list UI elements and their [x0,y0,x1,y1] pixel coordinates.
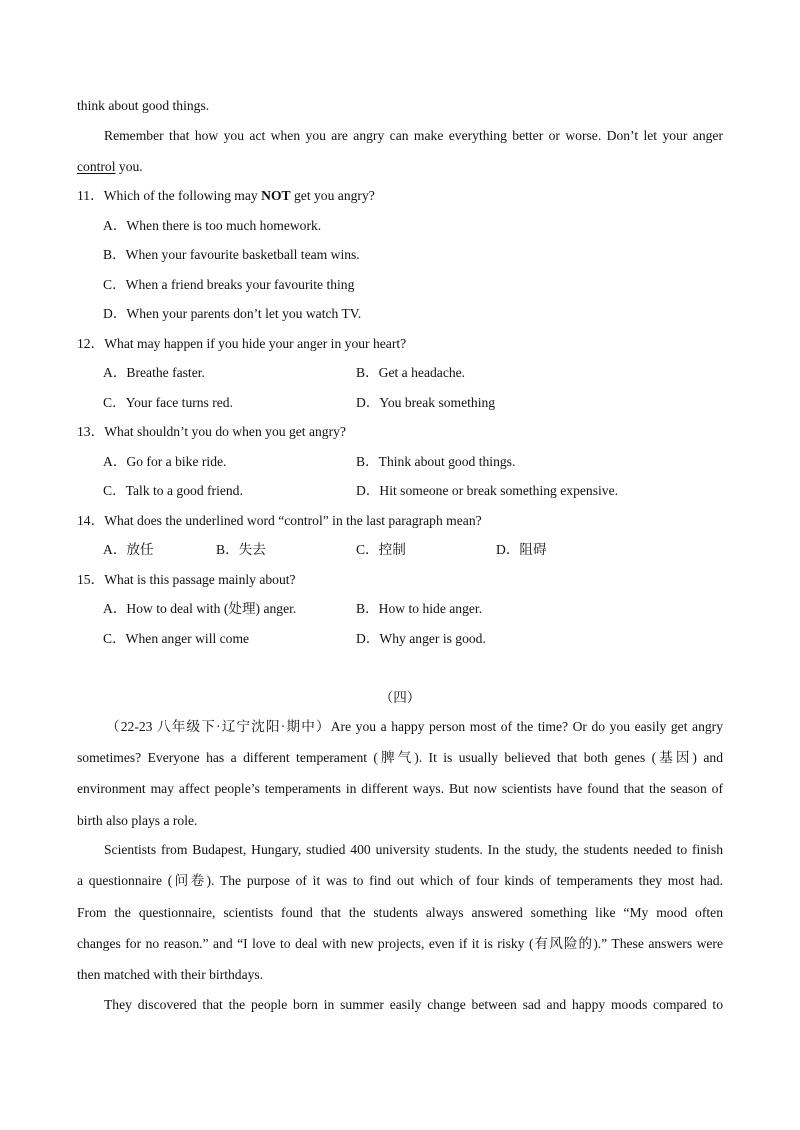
passage-text: you. [115,159,143,174]
option-c: C．When a friend breaks your favourite thing [103,277,355,292]
passage-line: environment may affect people’s temperaments in different ways. But now scientists have found that the season of [77,781,723,796]
option-c: C．Your face turns red. [103,395,234,410]
option-d: D．Why anger is good. [356,631,486,646]
underlined-word: control [77,159,116,174]
question-15-stem [77,571,723,589]
question-text: What may happen if you hide your anger in your heart? [104,336,407,351]
option-d: D．You break something [356,395,496,410]
question-number: 14． [77,513,105,528]
emphasis-text: NOT [261,188,291,203]
option-c: C．When anger will come [103,631,250,646]
option-d: D．阻碍 [496,542,547,557]
option-a: A．Go for a bike ride. [103,454,227,469]
passage-line: sometimes? Everyone has a different temperament (脾气). It is usually believed that both genes (基因) and [77,750,723,765]
question-text: What is this passage mainly about? [104,572,296,587]
question-text: What does the underlined word “control” in the last paragraph mean? [104,513,482,528]
passage-line: birth also plays a role. [77,813,198,828]
question-12-stem [77,335,723,353]
option-b: B．Think about good things. [356,454,516,469]
passage-line: a questionnaire (问卷). The purpose of it was to find out which of four kinds of temperaments they most had. [77,873,723,888]
question-text: Which of the following may [103,188,262,203]
question-number: 12． [77,336,105,351]
option-a: A．Breathe faster. [103,365,205,380]
question-text: get you angry? [290,188,375,203]
passage-line: （22-23 八年级下·辽宁沈阳·期中）Are you a happy person most of the time? Or do you easily get angry [106,719,723,734]
passage-line: think about good things. [77,98,210,113]
option-c: C．控制 [356,542,406,557]
option-b: B．How to hide anger. [356,601,483,616]
passage-line: Scientists from Budapest, Hungary, studied 400 university students. In the study, the students needed to finish [104,842,723,857]
option-a: A．放任 [103,542,154,557]
option-d: D．Hit someone or break something expensive. [356,483,618,498]
passage-line [77,158,723,176]
option-b: B．Get a headache. [356,365,466,380]
question-number: 15． [77,572,105,587]
question-number: 11． [77,188,104,203]
question-13-stem [77,423,723,441]
question-number: 13． [77,424,105,439]
passage-paragraph: Remember that how you act when you are angry can make everything better or worse. Don’t let your anger [104,128,723,143]
passage-line: changes for no reason.” and “I love to deal with new projects, even if it is risky (有风险的).” These answers were [77,936,723,951]
question-text: What shouldn’t you do when you get angry? [104,424,346,439]
passage-line: They discovered that the people born in summer easily change between sad and happy moods compared to [104,997,723,1012]
option-a: A．How to deal with (处理) anger. [103,601,297,616]
question-11-stem [77,187,723,205]
option-c: C．Talk to a good friend. [103,483,243,498]
passage-line: From the questionnaire, scientists found that the students always answered something like “My mood often [77,905,723,920]
question-14-stem [77,512,723,530]
option-b: B．When your favourite basketball team wins. [103,247,360,262]
option-b: B．失去 [216,542,266,557]
section-heading: （四） [379,690,421,705]
passage-line: then matched with their birthdays. [77,967,264,982]
option-d: D．When your parents don’t let you watch TV. [103,306,362,321]
option-a: A．When there is too much homework. [103,218,322,233]
